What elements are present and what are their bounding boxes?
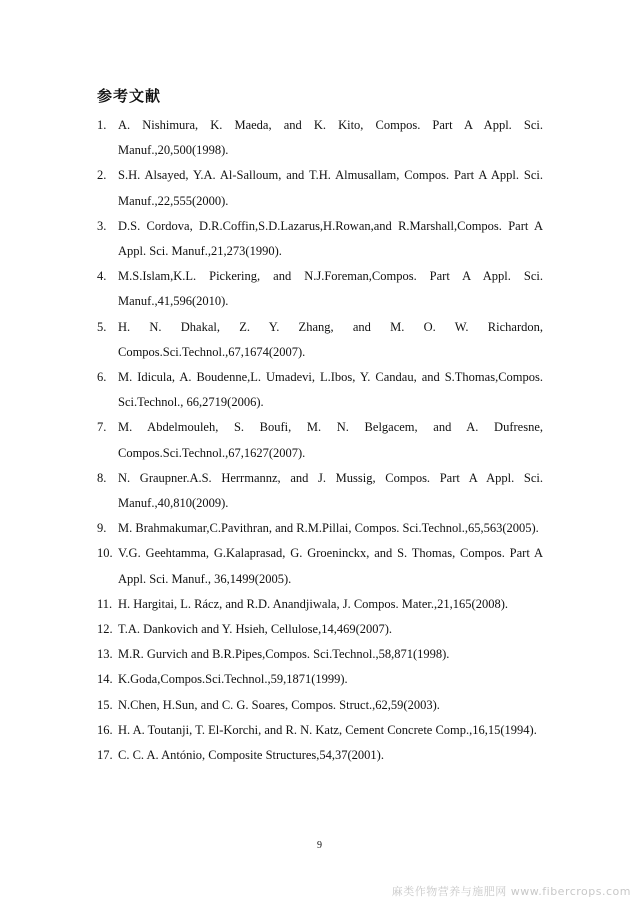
reference-number: 13. [97, 647, 113, 662]
reference-item [97, 743, 543, 768]
reference-text: H. A. Toutanji, T. El-Korchi, and R. N. Katz, Cement Concrete Comp.,16,15(1994). [118, 722, 537, 737]
reference-number: 2. [97, 168, 107, 183]
reference-text: V.G. Geehtamma, G.Kalaprasad, G. Groeninckx, and S. Thomas, Compos. Part A Appl. Sci. Manuf., 36,1499(2005). [118, 546, 543, 586]
reference-number: 14. [97, 672, 113, 687]
reference-number: 8. [97, 470, 107, 485]
reference-number: 3. [97, 218, 107, 233]
reference-item [97, 163, 543, 213]
reference-item [97, 214, 543, 264]
reference-number: 6. [97, 370, 107, 385]
reference-item [97, 264, 543, 314]
references-heading: 参考文献 [97, 87, 162, 105]
reference-number: 10. [97, 546, 113, 561]
reference-number: 5. [97, 319, 107, 334]
reference-item [97, 516, 543, 541]
reference-number: 12. [97, 622, 113, 637]
reference-text: M. Brahmakumar,C.Pavithran, and R.M.Pillai, Compos. Sci.Technol.,65,563(2005). [118, 521, 539, 536]
reference-item [97, 693, 543, 718]
reference-text: H. N. Dhakal, Z. Y. Zhang, and M. O. W. Richardon, Compos.Sci.Technol.,67,1674(2007). [118, 319, 543, 359]
reference-text: T.A. Dankovich and Y. Hsieh, Cellulose,14,469(2007). [118, 622, 393, 637]
reference-item [97, 466, 543, 516]
reference-number: 7. [97, 420, 107, 435]
reference-text: H. Hargitai, L. Rácz, and R.D. Anandjiwala, J. Compos. Mater.,21,165(2008). [118, 596, 508, 611]
reference-item [97, 667, 543, 692]
reference-item [97, 113, 543, 163]
reference-text: S.H. Alsayed, Y.A. Al-Salloum, and T.H. Almusallam, Compos. Part A Appl. Sci. Manuf.,22,555(2000). [118, 168, 543, 208]
reference-item [97, 365, 543, 415]
reference-number: 9. [97, 521, 107, 536]
reference-text: M. Idicula, A. Boudenne,L. Umadevi, L.Ibos, Y. Candau, and S.Thomas,Compos. Sci.Technol., 66,2719(2006). [118, 370, 543, 410]
reference-item [97, 541, 543, 591]
reference-text: N. Graupner.A.S. Herrmannz, and J. Mussig, Compos. Part A Appl. Sci. Manuf.,40,810(2009). [118, 470, 543, 511]
reference-text: N.Chen, H.Sun, and C. G. Soares, Compos. Struct.,62,59(2003). [118, 697, 440, 712]
reference-item [97, 592, 543, 617]
reference-number: 11. [97, 596, 113, 611]
reference-number: 16. [97, 722, 113, 737]
reference-text: M.S.Islam,K.L. Pickering, and N.J.Foreman,Compos. Part A Appl. Sci. Manuf.,41,596(2010). [118, 269, 543, 309]
reference-number: 1. [97, 118, 107, 132]
reference-item [97, 617, 543, 642]
reference-text: C. C. A. António, Composite Structures,54,37(2001). [118, 748, 384, 763]
reference-text: K.Goda,Compos.Sci.Technol.,59,1871(1999). [118, 672, 348, 687]
reference-text: D.S. Cordova, D.R.Coffin,S.D.Lazarus,H.Rowan,and R.Marshall,Compos. Part A Appl. Sci. Manuf.,21,273(1990). [118, 218, 543, 259]
page-number: 9 [317, 840, 322, 851]
reference-item [97, 415, 543, 465]
reference-item [97, 315, 543, 365]
reference-number: 17. [97, 748, 113, 763]
reference-item [97, 718, 543, 743]
reference-text: M. Abdelmouleh, S. Boufi, M. N. Belgacem, and A. Dufresne, Compos.Sci.Technol.,67,1627(2007). [118, 420, 543, 460]
reference-number: 4. [97, 269, 107, 284]
reference-list [97, 113, 543, 768]
watermark-text: 麻类作物营养与施肥网 www.fibercrops.com [391, 885, 631, 898]
reference-text: M.R. Gurvich and B.R.Pipes,Compos. Sci.Technol.,58,871(1998). [118, 647, 450, 662]
reference-number: 15. [97, 697, 113, 712]
reference-text: A. Nishimura, K. Maeda, and K. Kito, Compos. Part A Appl. Sci. Manuf.,20,500(1998). [118, 118, 543, 158]
reference-item [97, 642, 543, 667]
